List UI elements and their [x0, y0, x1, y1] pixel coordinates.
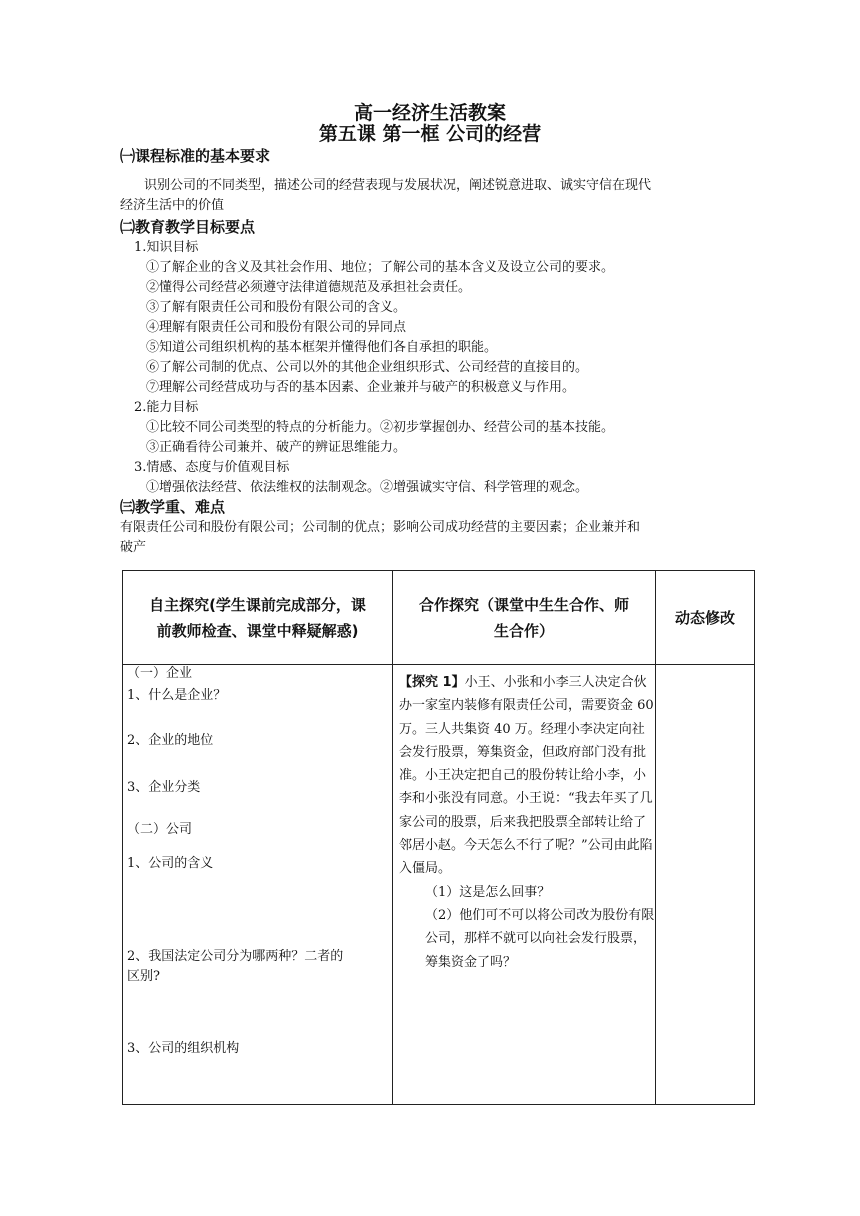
subheading: 1.知识目标	[134, 240, 199, 255]
table-header-row	[123, 571, 755, 665]
list-item: 区别?	[127, 969, 160, 984]
list-item: 3、企业分类	[127, 780, 201, 795]
header-cell-self-inquiry	[123, 571, 393, 665]
inquiry-paragraph	[399, 671, 655, 974]
header-cell-dynamic-revision	[656, 571, 755, 665]
doc-subtitle: 第五课 第一框 公司的经营	[318, 123, 542, 145]
list-item: 2、企业的地位	[127, 733, 214, 748]
list-item: 1、什么是企业？	[127, 688, 227, 703]
list-item: （一）企业	[127, 666, 193, 681]
header-text-line: 动态修改	[674, 608, 735, 627]
inquiry-label: 【探究 1】	[399, 675, 465, 690]
list-item: （二）公司	[127, 822, 193, 837]
header-text-line: 自主探究(学生课前完成部分，课	[149, 595, 366, 614]
header-cell-cooperative-inquiry	[393, 571, 656, 665]
objective-item: ②懂得公司经营必须遵守法律道德规范及承担社会责任。	[146, 280, 472, 295]
list-item: 2、我国法定公司分为哪两种？二者的	[127, 949, 344, 964]
objective-item: ④理解有限责任公司和股份有限公司的异同点	[146, 320, 407, 335]
objective-item: ⑦理解公司经营成功与否的基本因素、企业兼并与破产的积极意义与作用。	[146, 380, 576, 395]
doc-title: 高一经济生活教案	[353, 102, 506, 124]
objective-item: ①比较不同公司类型的特点的分析能力。②初步掌握创办、经营公司的基本技能。	[146, 420, 615, 435]
objective-item: ⑤知道公司组织机构的基本框架并懂得他们各自承担的职能。	[146, 340, 498, 355]
section-1-text-line: 经济生活中的价值	[120, 198, 225, 213]
objective-item: ⑥了解公司制的优点、公司以外的其他企业组织形式、公司经营的直接目的。	[146, 360, 589, 375]
objective-item: ①增强依法经营、依法维权的法制观念。②增强诚实守信、科学管理的观念。	[146, 480, 589, 495]
section-3-text-line: 破产	[120, 540, 147, 555]
objective-item: ①了解企业的含义及其社会作用、地位；了解公司的基本含义及设立公司的要求。	[146, 260, 615, 275]
table-row	[123, 665, 755, 1105]
dynamic-revision-cell	[656, 665, 755, 1105]
subheading: 3.情感、态度与价值观目标	[134, 460, 290, 475]
section-heading-3: ㈢教学重、难点	[120, 498, 226, 516]
question-item: （2）他们可不可以将公司改为股份有限公司，那样不就可以向社会发行股票，筹集资金了吗？	[425, 907, 655, 970]
section-3-text-line: 有限责任公司和股份有限公司；公司制的优点；影响公司成功经营的主要因素；企业兼并和	[120, 520, 641, 535]
section-1-text-line: 识别公司的不同类型，描述公司的经营表现与发展状况，阐述锐意进取、诚实守信在现代	[144, 178, 652, 193]
lesson-table	[122, 570, 755, 1105]
objective-item: ③了解有限责任公司和股份有限公司的含义。	[146, 300, 407, 315]
inquiry-text: 小王、小张和小李三人决定合伙办一家室内装修有限责任公司，需要资金 60 万。三人共集资 40 万。经理小李决定向社会发行股票，筹集资金，但政府部门没有批准。小王决定把自己的股份转让给小李，小李和小张没有同意。小王说：“我去年买了几家公司的股票，后来我把股票全部转让给了邻居小赵。今天怎么不行了呢？”公司由此陷入僵局。	[399, 675, 654, 877]
self-inquiry-cell	[123, 665, 393, 1105]
section-heading-1: ㈠课程标准的基本要求	[120, 147, 271, 165]
subheading: 2.能力目标	[134, 400, 199, 415]
header-text-line: 合作探究（课堂中生生合作、师	[418, 595, 629, 614]
header-text-line: 前教师检查、课堂中释疑解惑)	[156, 621, 359, 640]
list-item: 1、公司的含义	[127, 856, 214, 871]
section-heading-2: ㈡教育教学目标要点	[120, 218, 256, 236]
list-item: 3、公司的组织机构	[127, 1041, 240, 1056]
cooperative-inquiry-cell	[393, 665, 656, 1105]
objective-item: ③正确看待公司兼并、破产的辨证思维能力。	[146, 440, 407, 455]
header-text-line: 生合作）	[493, 621, 554, 640]
question-item: （1）这是怎么回事？	[425, 884, 551, 900]
